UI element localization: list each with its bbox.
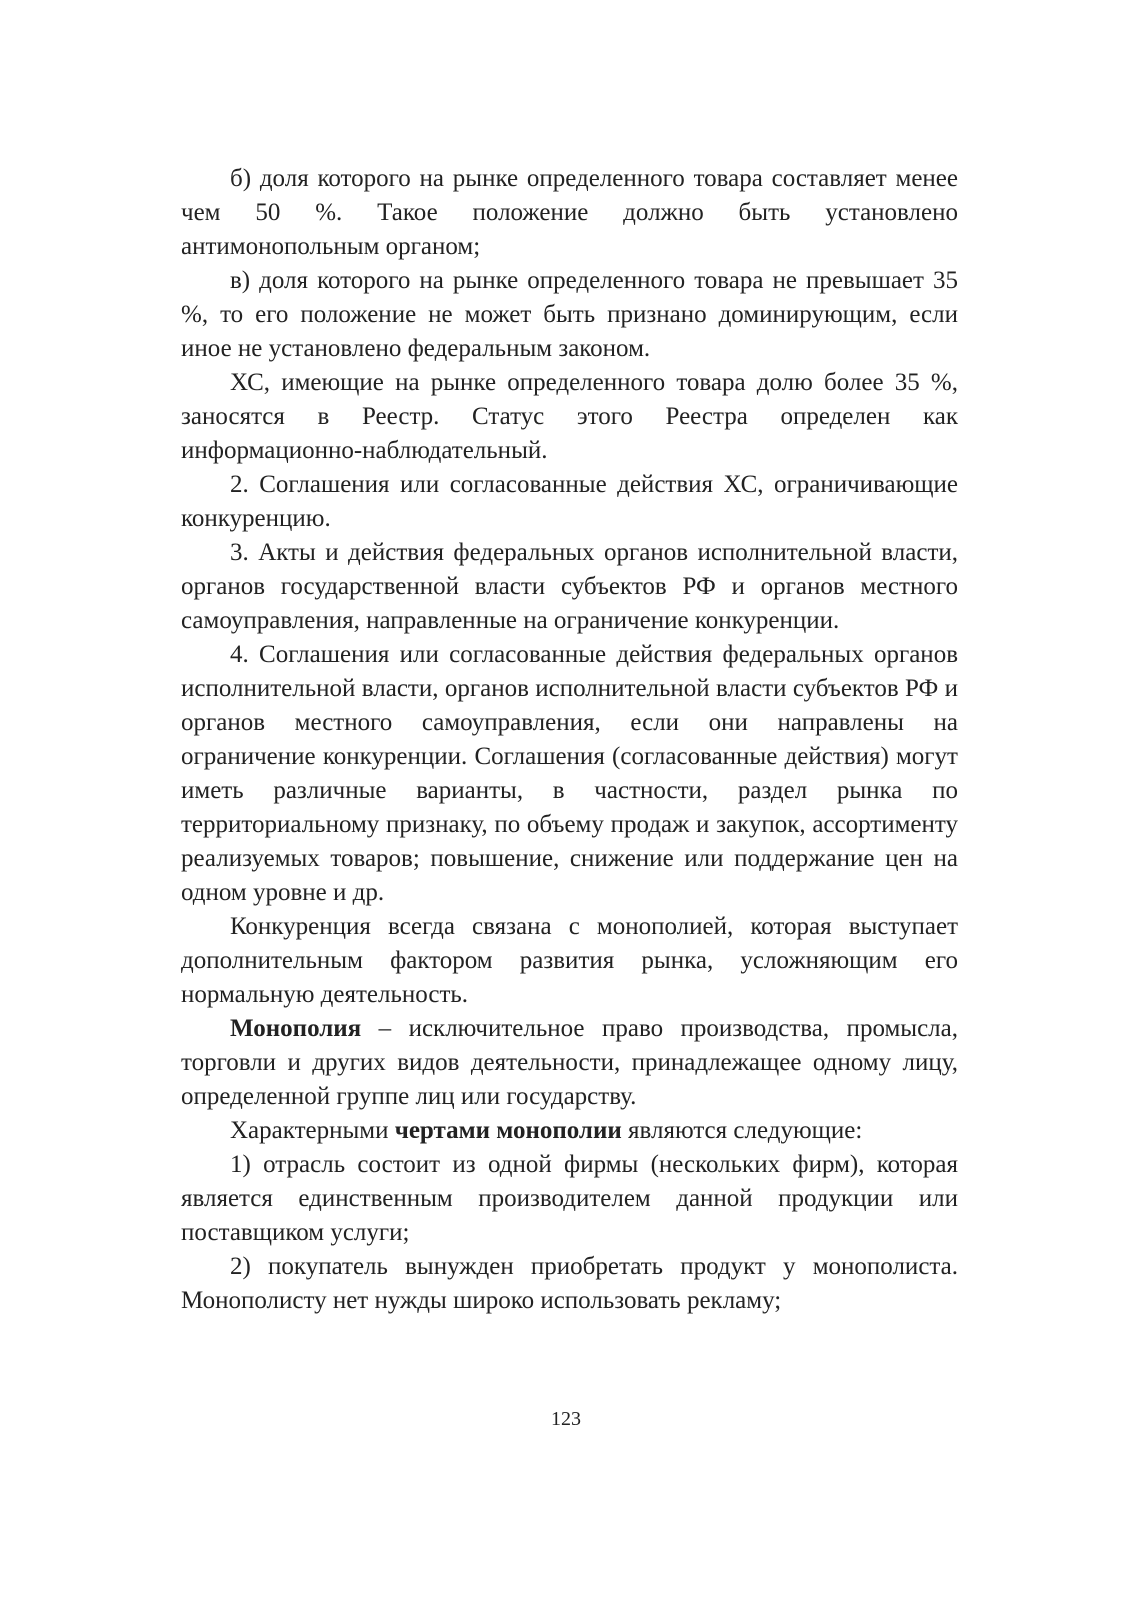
paragraph-registry: ХС, имеющие на рынке определенного товара долю более 35 %, заносятся в Реестр. Статус этого Реестра определен как информационно-наблюдательный.	[181, 369, 958, 464]
paragraph-feature-2: 2) покупатель вынужден приобретать продукт у монополиста. Монополисту нет нужды широко использовать рекламу;	[181, 1253, 958, 1314]
paragraph-item-3: 3. Акты и действия федеральных органов исполнительной власти, органов государственной власти субъектов РФ и органов местного самоуправления, направленные на ограничение конкуренции.	[181, 539, 958, 634]
term-monopoly-features: чертами монополии	[394, 1117, 622, 1144]
features-intro-before: Характерными	[230, 1117, 395, 1144]
paragraph-item-2: 2. Соглашения или согласованные действия ХС, ограничивающие конкуренцию.	[181, 471, 958, 532]
paragraph-monopoly-definition	[181, 1012, 958, 1114]
paragraph-competition: Конкуренция всегда связана с монополией, которая выступает дополнительным фактором развития рынка, усложняющим его нормальную деятельность.	[181, 913, 958, 1008]
monopoly-definition-text: – исключительное право производства, промысла, торговли и других видов деятельности, принадлежащее одному лицу, определенной группе лиц или государству.	[181, 1015, 958, 1110]
page-body-text	[181, 162, 958, 1318]
paragraph-item-4: 4. Соглашения или согласованные действия федеральных органов исполнительной власти, органов исполнительной власти субъектов РФ и органов местного самоуправления, если они направлены на ограничение конкуренции. Соглашения (согласованные действия) могут иметь различные варианты, в частности, раздел рынка по территориальному признаку, по объему продаж и закупок, ассортименту реализуемых товаров; повышение, снижение или поддержание цен на одном уровне и др.	[181, 641, 958, 906]
paragraph-b: б) доля которого на рынке определенного товара составляет менее чем 50 %. Такое положение должно быть установлено антимонопольным органом;	[181, 165, 958, 260]
paragraph-features-intro	[181, 1114, 958, 1148]
paragraph-feature-1: 1) отрасль состоит из одной фирмы (нескольких фирм), которая является единственным производителем данной продукции или поставщиком услуги;	[181, 1151, 958, 1246]
page-number: 123	[551, 1408, 581, 1430]
term-monopoly: Монополия	[230, 1015, 362, 1042]
features-intro-after: являются следующие:	[621, 1117, 863, 1144]
paragraph-v: в) доля которого на рынке определенного товара не превышает 35 %, то его положение не может быть признано доминирующим, если иное не установлено федеральным законом.	[181, 267, 958, 362]
